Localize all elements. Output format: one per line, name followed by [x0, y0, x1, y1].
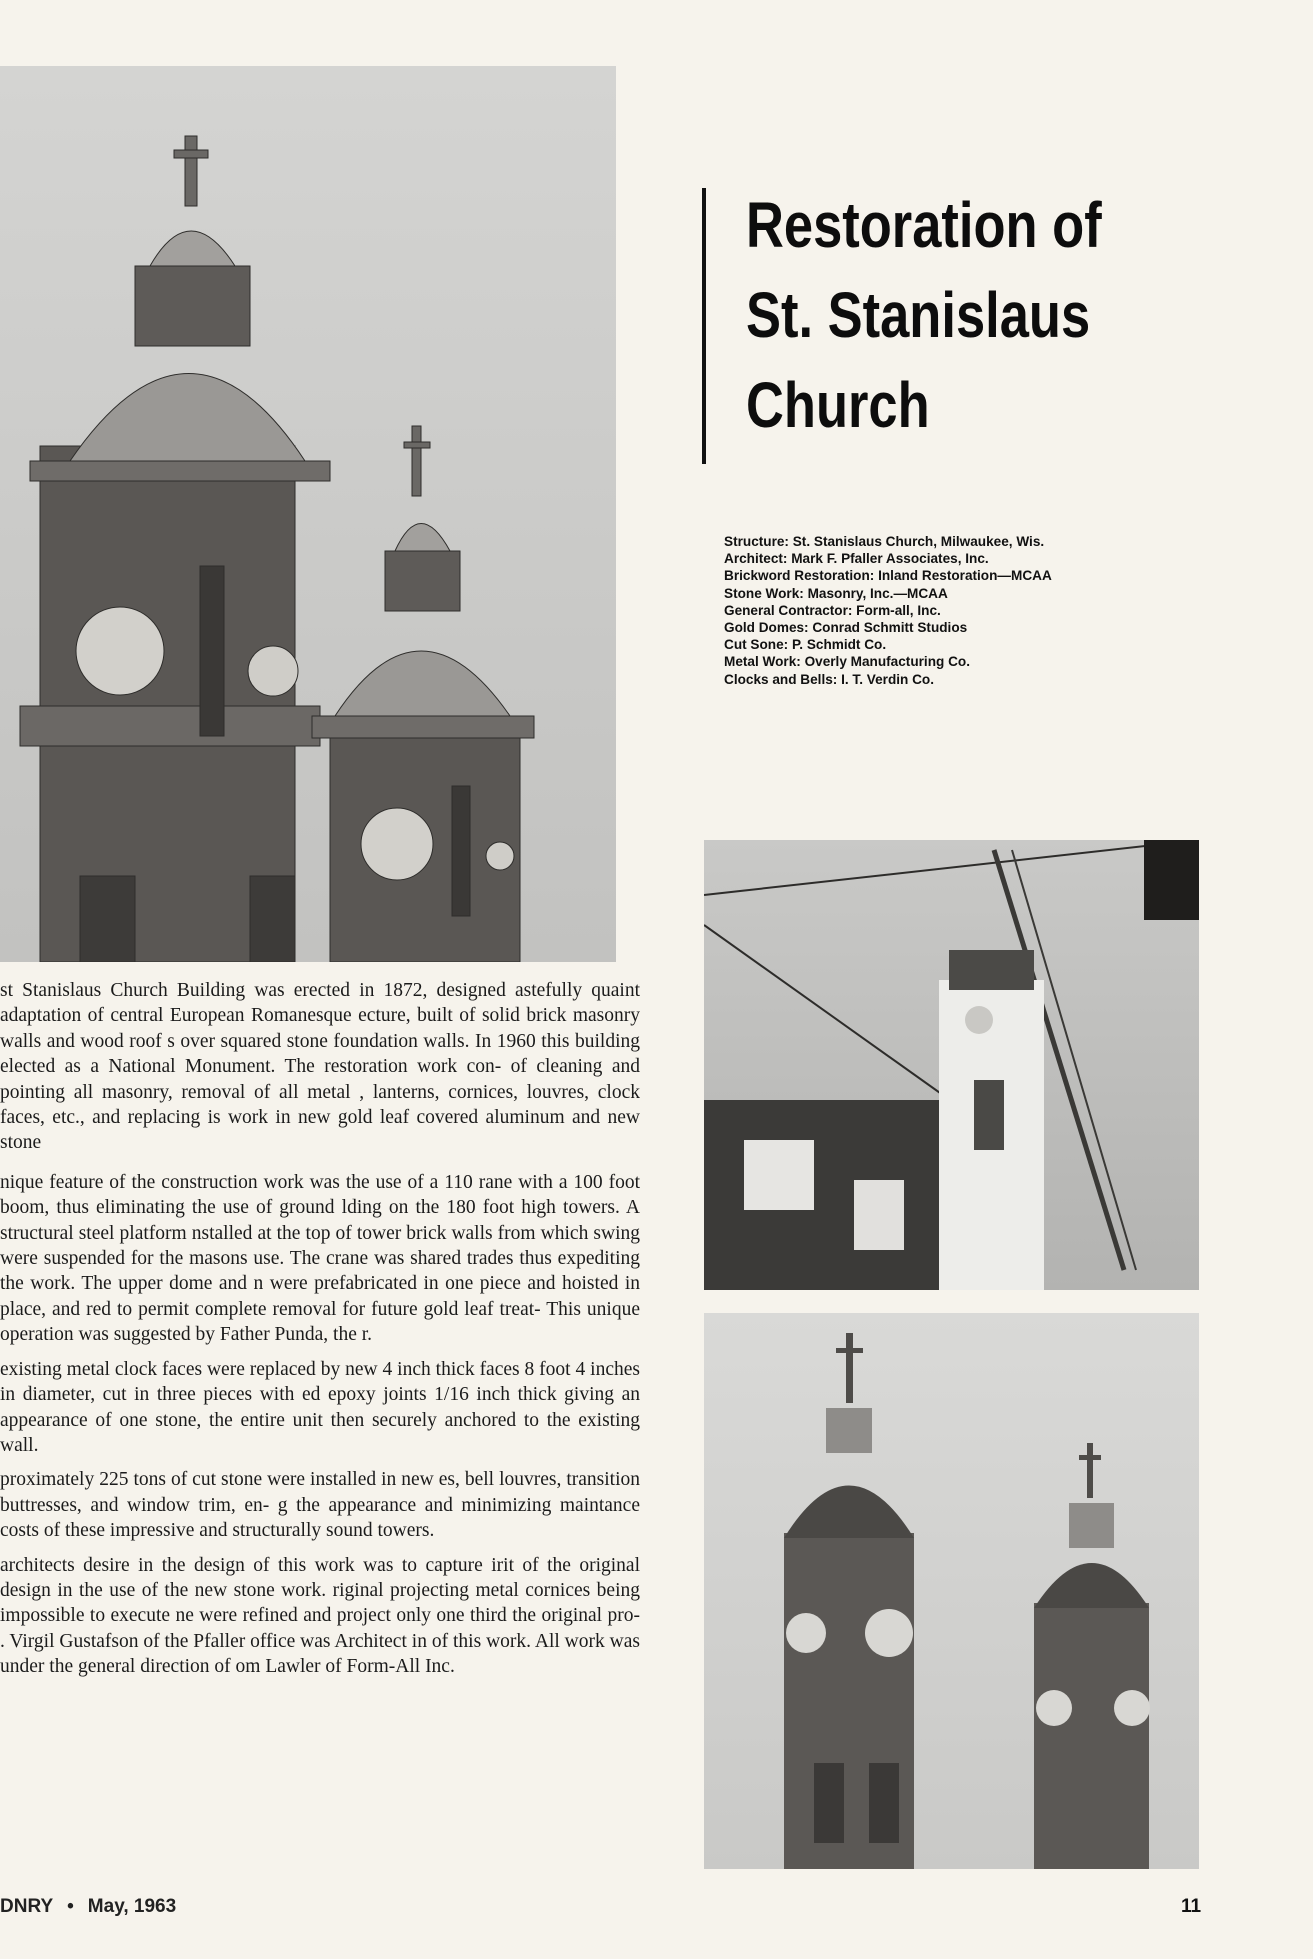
body-paragraph: proximately 225 tons of cut stone were installed in new es, bell louvres, transition buttresses, and window trim, en- g the appearance and minimizing maintance costs of these impressive and structurally sound towers.	[0, 1469, 640, 1542]
church-towers-illustration	[0, 66, 616, 962]
restored-towers-illustration	[704, 1313, 1199, 1869]
credit-line: Gold Domes: Conrad Schmitt Studios	[724, 620, 968, 636]
credit-line: Brickword Restoration: Inland Restoration—MCAA	[724, 568, 1052, 584]
body-paragraph: nique feature of the construction work was the use of a 110 rane with a 100 foot boom, thus eliminating the use of ground lding on the 180 foot high towers. A structural steel platform nstalled at the top of tower brick walls from which swing were suspended for the masons use. The crane was shared trades thus expediting the work. The upper dome and n were prefabricated in one piece and hoisted in place, and red to permit complete removal for future gold leaf treat- This unique operation was suggested by Father Punda, the r.	[0, 1171, 640, 1346]
photo-church-towers	[0, 66, 616, 962]
credit-line: Structure: St. Stanislaus Church, Milwaukee, Wis.	[724, 534, 1045, 549]
body-paragraph: architects desire in the design of this work was to capture irit of the original design in the use of the new stone work. riginal projecting metal cornices being impossible to execute ne were refined and project only one third the original pro- . Virgil Gustafson of the Pfaller office was Architect in of this work. All work was under the general direction of om Lawler of Form-All Inc.	[0, 1554, 640, 1678]
title-line-3: Church	[746, 369, 930, 441]
publication-name: DNRY	[0, 1896, 54, 1917]
footer-bullet: •	[67, 1896, 74, 1917]
page-footer	[0, 1896, 176, 1918]
credit-line: Stone Work: Masonry, Inc.—MCAA	[724, 585, 948, 601]
title-line-1: Restoration of	[746, 189, 1102, 261]
title-line-2: St. Stanislaus	[746, 279, 1091, 351]
body-paragraph: existing metal clock faces were replaced by new 4 inch thick faces 8 foot 4 inches in diameter, cut in three pieces with ed epoxy joints 1/16 inch thick giving an appearance of one stone, the entire unit then securely anchored to the existing wall.	[0, 1358, 640, 1456]
article-body	[0, 978, 640, 1689]
photo-restored-towers	[704, 1313, 1199, 1869]
issue-date: May, 1963	[87, 1896, 177, 1917]
credit-line: Architect: Mark F. Pfaller Associates, Inc.	[724, 551, 989, 567]
page-number: 11	[1181, 1896, 1202, 1917]
credit-line: General Contractor: Form-all, Inc.	[724, 602, 941, 618]
crane-tower-illustration	[704, 840, 1199, 1290]
project-credits	[724, 533, 1224, 688]
title-rule	[702, 188, 706, 464]
photo-crane-tower	[704, 840, 1199, 1290]
credit-line: Clocks and Bells: I. T. Verdin Co.	[724, 671, 934, 687]
credit-line: Cut Sone: P. Schmidt Co.	[724, 637, 887, 653]
article-title	[746, 180, 1172, 450]
body-paragraph: st Stanislaus Church Building was erected in 1872, designed astefully quaint adaptation of central European Romanesque ecture, built of solid brick masonry walls and wood roof s over squared stone foundation walls. In 1960 this building elected as a National Monument. The restoration work con- of cleaning and pointing all masonry, removal of all metal , lanterns, cornices, louvres, clock faces, etc., and replacing is work in new gold leaf covered aluminum and new stone	[0, 980, 640, 1154]
credit-line: Metal Work: Overly Manufacturing Co.	[724, 654, 970, 670]
